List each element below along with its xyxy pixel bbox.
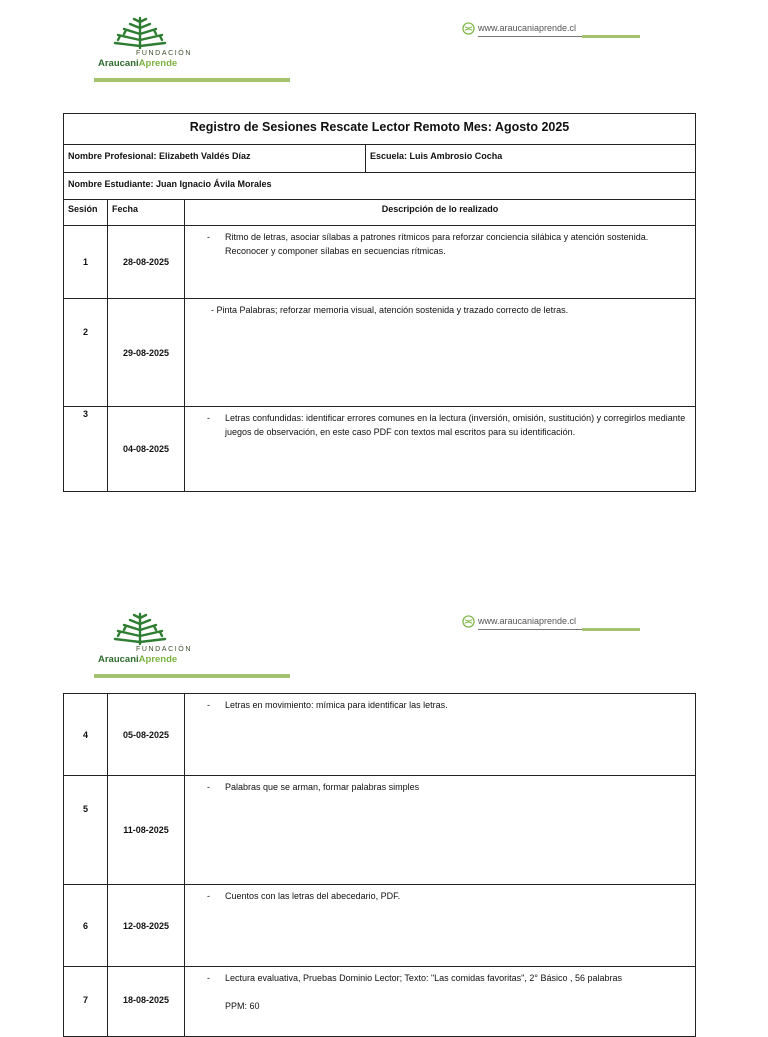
logo-green-bar bbox=[94, 674, 290, 678]
website-url[interactable]: www.araucaniaprende.cl bbox=[478, 616, 577, 626]
session-description: - Palabras que se arman, formar palabras simples bbox=[185, 776, 696, 885]
url-green-bar bbox=[582, 628, 640, 631]
session-description: - Letras en movimiento: mímica para identificar las letras. bbox=[185, 694, 696, 776]
table-row bbox=[64, 885, 696, 967]
website-url[interactable]: www.araucaniaprende.cl bbox=[478, 23, 577, 33]
col-header-descripcion: Descripción de lo realizado bbox=[185, 200, 696, 226]
session-description: - Pinta Palabras; reforzar memoria visual, atención sostenida y trazado correcto de letras. bbox=[185, 299, 696, 407]
session-date: 11-08-2025 bbox=[108, 776, 185, 885]
logo-brand-text: AraucaniAprende bbox=[98, 58, 178, 69]
session-description: - Cuentos con las letras del abecedario, PDF. bbox=[185, 885, 696, 967]
table-row bbox=[64, 407, 696, 492]
sessions-table-page1 bbox=[63, 113, 696, 492]
website-link[interactable] bbox=[462, 22, 642, 42]
session-date: 29-08-2025 bbox=[108, 299, 185, 407]
session-date: 04-08-2025 bbox=[108, 407, 185, 492]
logo-fundacion-text: FUNDACIÓN bbox=[136, 646, 193, 653]
session-date: 28-08-2025 bbox=[108, 226, 185, 299]
session-number: 2 bbox=[64, 299, 108, 407]
table-row bbox=[64, 226, 696, 299]
session-number: 7 bbox=[64, 967, 108, 1037]
profesional-field: Nombre Profesional: Elizabeth Valdés Díaz bbox=[64, 145, 366, 173]
session-number: 4 bbox=[64, 694, 108, 776]
session-description: - Ritmo de letras, asociar sílabas a patrones rítmicos para reforzar conciencia silábica y atención sostenida. Reconocer y componer sílabas en secuencias rítmicas. bbox=[185, 226, 696, 299]
table-row bbox=[64, 299, 696, 407]
sessions-table-page2 bbox=[63, 693, 696, 1037]
logo-green-bar bbox=[94, 78, 290, 82]
col-header-sesion: Sesión bbox=[64, 200, 108, 226]
estudiante-field: Nombre Estudiante: Juan Ignacio Ávila Morales bbox=[64, 173, 696, 200]
url-underline bbox=[478, 629, 582, 630]
session-date: 18-08-2025 bbox=[108, 967, 185, 1037]
globe-icon bbox=[462, 615, 475, 628]
araucaria-tree-icon bbox=[112, 612, 168, 646]
url-green-bar bbox=[582, 35, 640, 38]
session-number: 5 bbox=[64, 776, 108, 885]
url-underline bbox=[478, 36, 582, 37]
session-date: 12-08-2025 bbox=[108, 885, 185, 967]
table-row bbox=[64, 776, 696, 885]
logo-fundacion bbox=[92, 612, 292, 680]
col-header-fecha: Fecha bbox=[108, 200, 185, 226]
table-row bbox=[64, 967, 696, 1037]
escuela-field: Escuela: Luis Ambrosio Cocha bbox=[366, 145, 696, 173]
session-description: - Letras confundidas: identificar errores comunes en la lectura (inversión, omisión, sustitución) y corregirlos mediante juegos de observación, en este caso PDF con textos mal escritos para su identificación. bbox=[185, 407, 696, 492]
session-number: 3 bbox=[64, 407, 108, 492]
globe-icon bbox=[462, 22, 475, 35]
logo-fundacion bbox=[92, 16, 292, 84]
document-title: Registro de Sesiones Rescate Lector Remoto Mes: Agosto 2025 bbox=[64, 114, 696, 145]
session-description: - Lectura evaluativa, Pruebas Dominio Lector; Texto: "Las comidas favoritas", 2° Básico , 56 palabras PPM: 60 bbox=[185, 967, 696, 1037]
session-number: 6 bbox=[64, 885, 108, 967]
logo-brand-text: AraucaniAprende bbox=[98, 654, 178, 665]
session-date: 05-08-2025 bbox=[108, 694, 185, 776]
website-link[interactable] bbox=[462, 615, 642, 635]
session-number: 1 bbox=[64, 226, 108, 299]
table-row bbox=[64, 694, 696, 776]
logo-fundacion-text: FUNDACIÓN bbox=[136, 50, 193, 57]
araucaria-tree-icon bbox=[112, 16, 168, 50]
